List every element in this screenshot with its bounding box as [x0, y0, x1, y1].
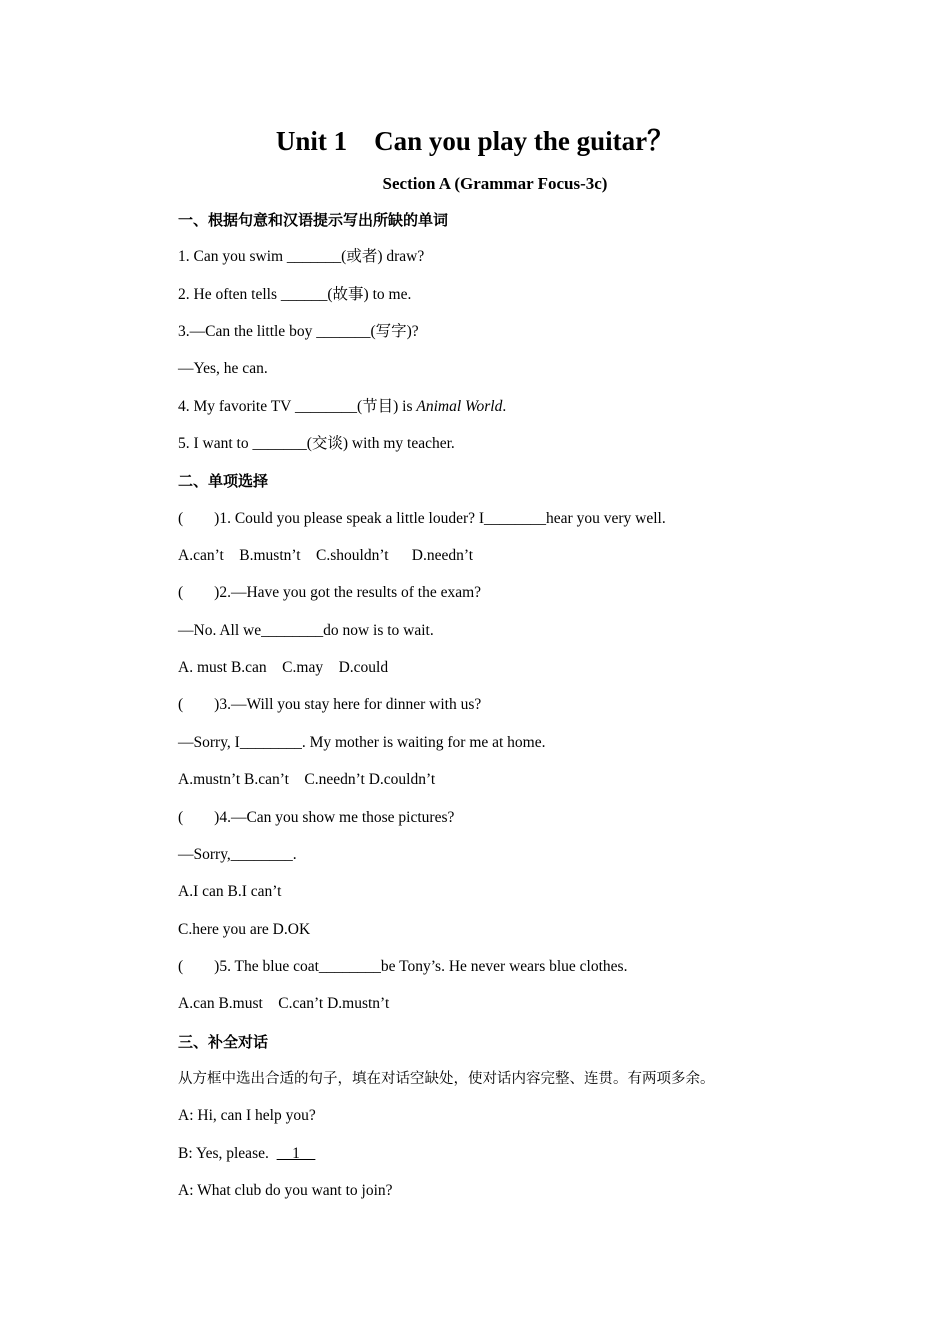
s2-question-4-reply: —Sorry,________.: [178, 845, 297, 863]
exercise-body: [178, 208, 878, 1216]
s1-question-3: 3.—Can the little boy _______(写字)?: [178, 323, 419, 341]
s2-question-1-options: A.can’t B.mustn’t C.shouldn’t D.needn’t: [178, 547, 474, 565]
s2-question-3-options: A.mustn’t B.can’t C.needn’t D.couldn’t: [178, 771, 436, 789]
s2-question-5-options: A.can B.must C.can’t D.mustn’t: [178, 995, 390, 1013]
section3-heading: 三、补全对话: [178, 1032, 269, 1051]
s1-q4-end: .: [502, 397, 507, 415]
s3-dialog-line-1: A: Hi, can I help you?: [178, 1107, 316, 1125]
s1-q4-italic: Animal World: [416, 397, 503, 415]
s1-question-1: 1. Can you swim _______(或者) draw?: [178, 248, 425, 266]
s1-question-3-answer: —Yes, he can.: [178, 360, 268, 378]
s3-dialog-line-3: A: What club do you want to join?: [178, 1181, 393, 1199]
s2-question-3-reply: —Sorry, I________. My mother is waiting for me at home.: [178, 733, 546, 751]
s2-question-2-reply: —No. All we________do now is to wait.: [178, 621, 434, 639]
s1-question-4: [178, 395, 878, 432]
s2-question-2-options: A. must B.can C.may D.could: [178, 659, 389, 677]
page-title: Unit 1 Can you play the guitar？: [275, 126, 675, 156]
section2-heading: 二、单项选择: [178, 472, 269, 491]
section-subtitle: Section A (Grammar Focus-3c): [382, 174, 608, 193]
section1-heading: 一、根据句意和汉语提示写出所缺的单词: [178, 211, 449, 229]
s2-question-4-options-cd: C.here you are D.OK: [178, 920, 311, 938]
s1-q4-text: 4. My favorite TV ________(节目) is: [178, 397, 417, 415]
s3-dialog-line-2: [178, 1142, 878, 1179]
s2-question-5: ( )5. The blue coat________be Tony’s. He never wears blue clothes.: [178, 957, 628, 975]
s1-question-5: 5. I want to _______(交谈) with my teacher.: [178, 435, 455, 453]
s3-blank-1: 1: [276, 1144, 316, 1162]
s3-instruction: 从方框中选出合适的句子，填在对话空缺处，使对话内容完整、连贯。有两项多余。: [178, 1070, 715, 1087]
s2-question-3: ( )3.—Will you stay here for dinner with us?: [178, 696, 482, 714]
s2-question-4: ( )4.—Can you show me those pictures?: [178, 808, 455, 826]
s2-question-2: ( )2.—Have you got the results of the exam?: [178, 584, 482, 602]
s3-line2-text: B: Yes, please.: [178, 1144, 277, 1162]
s2-question-4-options-ab: A.I can B.I can’t: [178, 883, 282, 901]
s1-question-2: 2. He often tells ______(故事) to me.: [178, 285, 412, 303]
s2-question-1: ( )1. Could you please speak a little louder? I________hear you very well.: [178, 509, 666, 527]
